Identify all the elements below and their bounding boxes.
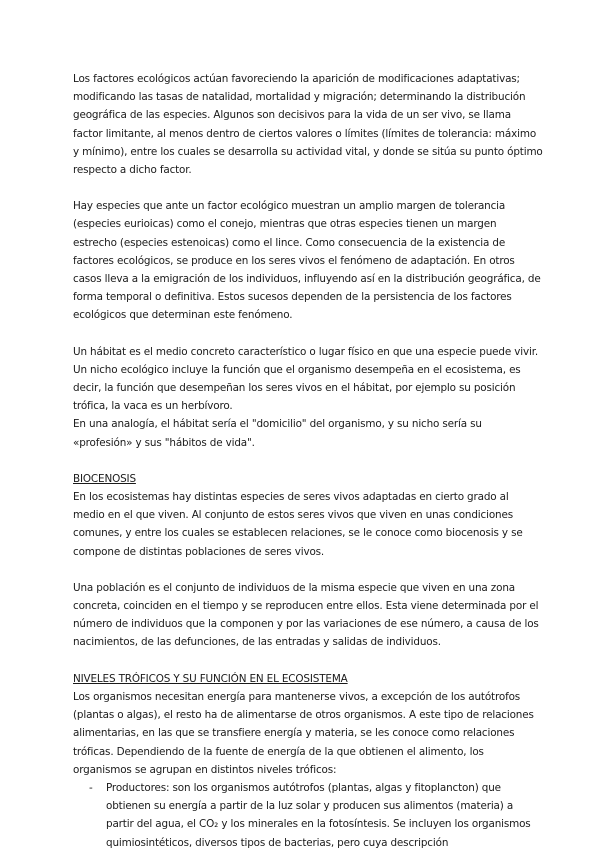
paragraph-population: Una población es el conjunto de individuos de la misma especie que viven en una zona concreta, coinciden en el tiempo y se reproducen entre ellos. Esta viene determinada por el número de individuos que la componen y por las variaciones de ese número, a causa de los nacimientos, de las defunciones, de las entradas y salidas de individuos. (73, 581, 539, 649)
section-heading-trophic-levels: NIVELES TRÓFICOS Y SU FUNCIÓN EN EL ECOSISTEMA (73, 672, 348, 685)
section-heading-biocenosis: BIOCENOSIS (73, 472, 136, 485)
paragraph-trophic-relations: Los organismos necesitan energía para mantenerse vivos, a excepción de los autótrofos (plantas o algas), el resto ha de alimentarse de otros organismos. A este tipo de relaciones alimentarias, en las que se transfiere energía y materia, se les conoce como relaciones tróficas. Dependiendo de la fuente de energía de la que obtienen el alimento, los organismos se agrupan en distintos niveles tróficos: (73, 690, 534, 776)
trophic-levels-list (73, 779, 543, 852)
paragraph-gap (73, 452, 543, 470)
paragraph-tolerance: Hay especies que ante un factor ecológico muestran un amplio margen de tolerancia (especies eurioicas) como el conejo, mientras que otras especies tienen un margen estrecho (especies estenoicas) como el lince. Como consecuencia de la existencia de factores ecológicos, se produce en los seres vivos el fenómeno de adaptación. En otros casos lleva a la emigración de los individuos, influyendo así en la distribución geográfica, de forma temporal o definitiva. Estos sucesos dependen de la persistencia de los factores ecológicos que determinan este fenómeno. (73, 200, 541, 322)
paragraph-biocenosis: En los ecosistemas hay distintas especies de seres vivos adaptadas en cierto grado al medio en el que viven. Al conjunto de estos seres vivos que viven en unas condiciones comunes, y entre los cuales se establecen relaciones, se le conoce como biocenosis y se compone de distintas poblaciones de seres vivos. (73, 491, 523, 558)
paragraph-analogy: En una analogía, el hábitat sería el "domicilio" del organismo, y su nicho sería su «profesión» y sus "hábitos de vida". (73, 418, 482, 449)
list-item-producers: Productores: son los organismos autótrofos (plantas, algas y fitoplancton) que obtienen su energía a partir de la luz solar y producen sus alimentos (materia) a partir del agua, el CO₂ y los minerales en la fotosíntesis. Se incluyen los organismos quimiosintéticos, diversos tipos de bacterias, pero cuya descripción (106, 781, 531, 849)
list-item (73, 779, 543, 852)
paragraph-ecological-factors: Los factores ecológicos actúan favoreciendo la aparición de modificaciones adaptativas; modificando las tasas de natalidad, mortalidad y migración; determinando la distribución geográfica de las especies. Algunos son decisivos para la vida de un ser vivo, se llama factor limitante, al menos dentro de ciertos valores o límites (límites de tolerancia: máximo y mínimo), entre los cuales se desarrolla su actividad vital, y donde se sitúa su punto óptimo respecto a dicho factor. (73, 73, 543, 177)
paragraph-gap (73, 325, 543, 343)
list-bullet: - (89, 781, 93, 794)
document-page (73, 70, 543, 852)
paragraph-gap (73, 561, 543, 579)
paragraph-habitat: Un hábitat es el medio concreto característico o lugar físico en que una especie puede vivir. Un nicho ecológico incluye la función que el organismo desempeña en el ecosistema, es decir, la función que desempeñan los seres vivos en el hábitat, por ejemplo su posición trófica, la vaca es un herbívoro. (73, 345, 539, 413)
paragraph-gap (73, 652, 543, 670)
paragraph-gap (73, 179, 543, 197)
